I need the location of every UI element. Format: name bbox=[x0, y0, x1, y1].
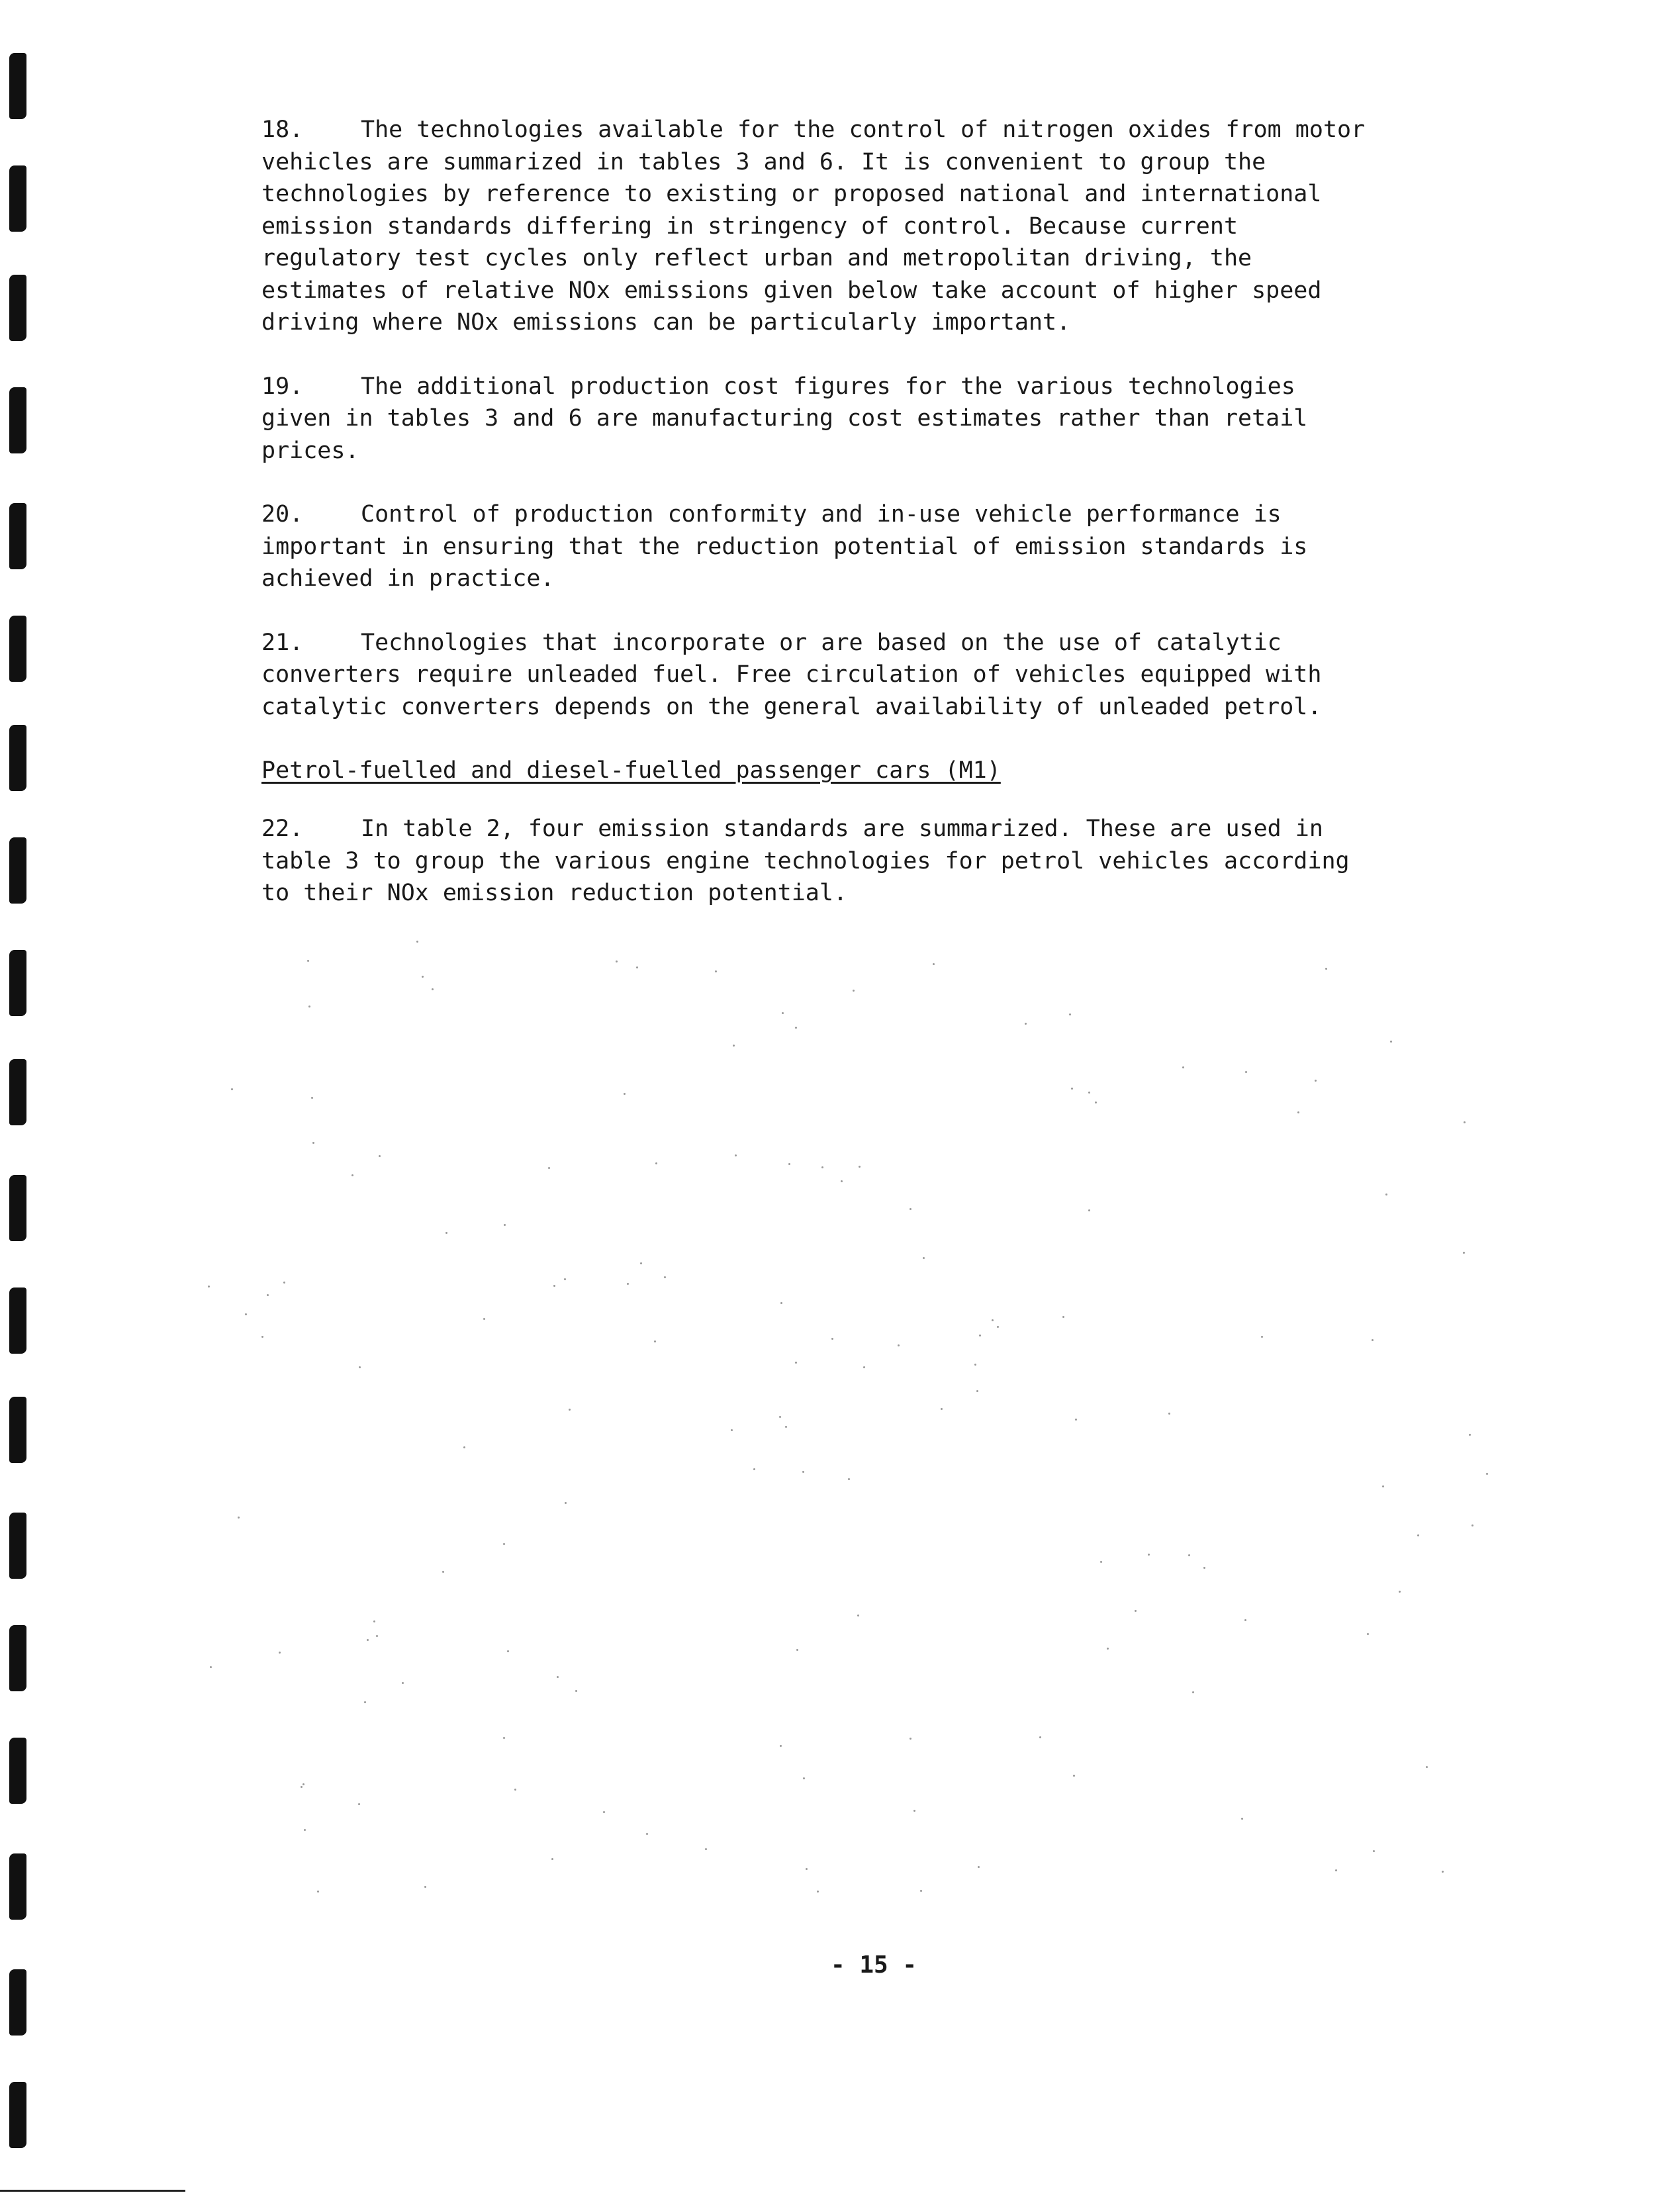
scan-speck bbox=[821, 1166, 823, 1168]
punch-hole-icon bbox=[9, 1288, 26, 1354]
scan-speck bbox=[367, 1639, 369, 1641]
scan-speck bbox=[616, 960, 618, 962]
paragraph-line: prices. bbox=[261, 437, 359, 464]
paragraph-line: emission standards differing in stringency of control. Because current bbox=[261, 212, 1238, 240]
paragraph-line: driving where NOx emissions can be particularly important. bbox=[261, 309, 1071, 336]
paragraph-line: The additional production cost figures for the various technologies bbox=[361, 373, 1295, 400]
scan-speck bbox=[301, 1786, 303, 1788]
scan-speck bbox=[208, 1286, 210, 1288]
paragraph-line: estimates of relative NOx emissions given below take account of higher speed bbox=[261, 277, 1322, 304]
scan-speck bbox=[780, 1302, 782, 1304]
section-heading: Petrol-fuelled and diesel-fuelled passenger cars (M1) bbox=[261, 757, 1001, 784]
punch-hole-icon bbox=[9, 1513, 26, 1579]
paragraph-18 bbox=[261, 114, 1552, 339]
scan-speck bbox=[267, 1294, 269, 1296]
scan-speck bbox=[753, 1468, 755, 1470]
scan-speck bbox=[715, 970, 717, 972]
scan-speck bbox=[796, 1649, 798, 1651]
paragraph-20 bbox=[261, 498, 1552, 595]
punch-hole-icon bbox=[9, 616, 26, 682]
scan-speck bbox=[817, 1891, 819, 1893]
scan-speck bbox=[307, 960, 309, 962]
scan-speck bbox=[841, 1180, 843, 1182]
scan-speck bbox=[1062, 1316, 1064, 1318]
scan-speck bbox=[311, 1097, 313, 1099]
scan-speck bbox=[231, 1088, 233, 1090]
scan-speck bbox=[859, 1166, 861, 1168]
scan-speck bbox=[503, 1737, 505, 1739]
punch-hole-icon bbox=[9, 1853, 26, 1920]
scan-speck bbox=[238, 1517, 240, 1519]
scan-speck bbox=[1399, 1591, 1401, 1593]
scan-speck bbox=[1148, 1554, 1150, 1556]
scan-speck bbox=[422, 976, 424, 978]
scan-speck bbox=[312, 1142, 314, 1144]
scan-speck bbox=[575, 1690, 577, 1692]
scan-speck bbox=[245, 1313, 247, 1315]
punch-hole-icon bbox=[9, 1738, 26, 1804]
punch-hole-icon bbox=[9, 503, 26, 569]
paragraph-line: catalytic converters depends on the general availability of unleaded petrol. bbox=[261, 693, 1322, 720]
scan-speck bbox=[379, 1155, 381, 1157]
punch-hole-icon bbox=[9, 950, 26, 1016]
scan-speck bbox=[445, 1232, 447, 1234]
scan-speck bbox=[976, 1390, 978, 1392]
paragraph-line: achieved in practice. bbox=[261, 565, 555, 592]
scan-speck bbox=[913, 1810, 915, 1812]
scan-speck bbox=[416, 941, 418, 943]
punch-hole-icon bbox=[9, 725, 26, 791]
scan-speck bbox=[1297, 1111, 1299, 1113]
scan-speck bbox=[941, 1408, 943, 1410]
scan-speck bbox=[1464, 1121, 1466, 1123]
scan-speck bbox=[565, 1502, 567, 1504]
scan-speck bbox=[1100, 1561, 1102, 1563]
punch-hole-icon bbox=[9, 165, 26, 232]
bottom-edge-rule bbox=[0, 2190, 185, 2192]
scan-speck bbox=[514, 1789, 516, 1791]
paragraph-number: 18. bbox=[261, 117, 304, 143]
scan-speck bbox=[1107, 1648, 1109, 1650]
scan-speck bbox=[442, 1571, 444, 1573]
scan-speck bbox=[1244, 1619, 1246, 1621]
paragraph-line: technologies by reference to existing or proposed national and international bbox=[261, 181, 1322, 207]
scan-speck bbox=[504, 1224, 506, 1226]
scan-speck bbox=[1073, 1775, 1075, 1777]
scan-speck bbox=[831, 1338, 833, 1340]
scan-speck bbox=[780, 1745, 782, 1747]
punch-hole-icon bbox=[9, 2082, 26, 2148]
paragraph-number: 19. bbox=[261, 373, 304, 400]
scan-speck bbox=[603, 1811, 605, 1813]
punch-hole-icon bbox=[9, 1059, 26, 1125]
scan-speck bbox=[1069, 1013, 1071, 1015]
scan-speck bbox=[1261, 1336, 1263, 1338]
scan-speck bbox=[910, 1738, 911, 1740]
scan-speck bbox=[551, 1858, 553, 1860]
scan-speck bbox=[624, 1093, 626, 1095]
scan-speck bbox=[655, 1162, 657, 1164]
scan-speck bbox=[853, 990, 855, 992]
scan-speck bbox=[283, 1282, 285, 1284]
paragraph-line: regulatory test cycles only reflect urban and metropolitan driving, the bbox=[261, 245, 1252, 271]
punch-hole-icon bbox=[9, 837, 26, 904]
paragraph-number: 21. bbox=[261, 629, 304, 656]
scan-speck bbox=[1373, 1850, 1375, 1852]
paragraph-line: Control of production conformity and in-use vehicle performance is bbox=[361, 501, 1282, 528]
scan-speck bbox=[733, 1045, 735, 1047]
scan-speck bbox=[735, 1154, 737, 1156]
scan-speck bbox=[1088, 1209, 1090, 1211]
punch-hole-icon bbox=[9, 1175, 26, 1241]
scan-speck bbox=[1039, 1736, 1041, 1738]
scan-speck bbox=[974, 1364, 976, 1366]
scan-speck bbox=[806, 1868, 808, 1870]
paragraph-22 bbox=[261, 813, 1552, 910]
scan-speck bbox=[795, 1362, 797, 1364]
scan-speck bbox=[795, 1027, 797, 1029]
paragraph-line: given in tables 3 and 6 are manufacturing cost estimates rather than retail bbox=[261, 405, 1308, 432]
scan-speck bbox=[1325, 968, 1327, 970]
scan-speck bbox=[317, 1891, 319, 1893]
scan-speck bbox=[992, 1319, 994, 1321]
scan-speck bbox=[1241, 1818, 1243, 1820]
scan-speck bbox=[802, 1471, 804, 1473]
scan-speck bbox=[548, 1167, 550, 1169]
punch-hole-icon bbox=[9, 1969, 26, 2036]
paragraph-number: 22. bbox=[261, 816, 304, 842]
scan-speck bbox=[210, 1666, 212, 1668]
scan-speck bbox=[1315, 1080, 1317, 1082]
scan-speck bbox=[564, 1278, 566, 1280]
scan-speck bbox=[1245, 1071, 1247, 1073]
scan-speck bbox=[978, 1866, 980, 1868]
scan-speck bbox=[654, 1340, 656, 1342]
scan-speck bbox=[507, 1650, 509, 1652]
paragraph-number: 20. bbox=[261, 501, 304, 528]
scan-speck bbox=[1486, 1473, 1488, 1475]
scan-speck bbox=[979, 1335, 981, 1336]
scan-speck bbox=[788, 1163, 790, 1165]
scan-speck bbox=[1382, 1485, 1384, 1487]
scan-speck bbox=[432, 988, 434, 990]
scan-speck bbox=[483, 1318, 485, 1320]
scan-speck bbox=[910, 1208, 911, 1210]
paragraph-line: The technologies available for the control of nitrogen oxides from motor bbox=[361, 117, 1366, 143]
scan-speck bbox=[304, 1829, 306, 1831]
scan-speck bbox=[627, 1283, 629, 1285]
punch-hole-icon bbox=[9, 275, 26, 341]
scan-speck bbox=[997, 1326, 999, 1328]
scan-speck bbox=[261, 1336, 263, 1338]
scan-speck bbox=[923, 1257, 925, 1259]
scan-speck bbox=[279, 1652, 281, 1654]
scan-speck bbox=[863, 1366, 865, 1368]
page-number: - 15 - bbox=[831, 1951, 917, 1979]
scan-speck bbox=[646, 1833, 648, 1835]
paragraph-21 bbox=[261, 627, 1552, 724]
scan-speck bbox=[1442, 1871, 1444, 1873]
paragraph-19 bbox=[261, 371, 1552, 467]
paragraph-line: to their NOx emission reduction potential. bbox=[261, 880, 848, 906]
scan-speck bbox=[1367, 1633, 1369, 1635]
scan-speck bbox=[1335, 1869, 1337, 1871]
scan-speck bbox=[364, 1701, 366, 1703]
scan-speck bbox=[664, 1276, 666, 1278]
scan-speck bbox=[1192, 1691, 1194, 1693]
paragraph-line: In table 2, four emission standards are summarized. These are used in bbox=[361, 816, 1323, 842]
scan-speck bbox=[705, 1848, 707, 1850]
scan-speck bbox=[503, 1543, 505, 1545]
scan-speck bbox=[1135, 1610, 1137, 1612]
scan-speck bbox=[782, 1012, 784, 1014]
scan-speck bbox=[1469, 1434, 1471, 1436]
scan-speck bbox=[1071, 1088, 1073, 1090]
scan-speck bbox=[1417, 1534, 1419, 1536]
scan-speck bbox=[779, 1416, 781, 1418]
scan-speck bbox=[1203, 1567, 1205, 1569]
scan-speck bbox=[351, 1174, 353, 1176]
scan-speck bbox=[308, 1006, 310, 1007]
scan-speck bbox=[1168, 1413, 1170, 1415]
scan-speck bbox=[359, 1366, 361, 1368]
paragraph-line: vehicles are summarized in tables 3 and 6. It is convenient to group the bbox=[261, 148, 1266, 175]
scan-speck bbox=[898, 1344, 900, 1346]
paragraph-line: converters require unleaded fuel. Free circulation of vehicles equipped with bbox=[261, 661, 1322, 688]
scan-speck bbox=[803, 1777, 805, 1779]
scan-speck bbox=[569, 1409, 571, 1411]
scan-speck bbox=[1088, 1092, 1090, 1094]
scan-speck bbox=[1426, 1766, 1428, 1768]
scan-speck bbox=[553, 1285, 555, 1287]
scan-speck bbox=[303, 1783, 304, 1785]
paragraph-line: important in ensuring that the reduction potential of emission standards is bbox=[261, 533, 1308, 560]
paragraph-line: Technologies that incorporate or are based on the use of catalytic bbox=[361, 629, 1282, 656]
binder-punch-holes bbox=[5, 0, 32, 2201]
scan-speck bbox=[376, 1635, 378, 1637]
punch-hole-icon bbox=[9, 387, 26, 453]
scan-speck bbox=[1385, 1194, 1387, 1195]
scan-speck bbox=[1188, 1554, 1190, 1556]
scan-speck bbox=[463, 1446, 465, 1448]
punch-hole-icon bbox=[9, 1625, 26, 1691]
scan-speck bbox=[636, 966, 638, 968]
scan-speck bbox=[1075, 1419, 1077, 1421]
scan-speck bbox=[785, 1426, 787, 1428]
scan-speck bbox=[557, 1676, 559, 1678]
scan-speck bbox=[1372, 1339, 1374, 1341]
scan-speck bbox=[1390, 1041, 1392, 1043]
scan-speck bbox=[857, 1615, 859, 1616]
scan-speck bbox=[1025, 1023, 1027, 1025]
scan-speck bbox=[402, 1682, 404, 1684]
scan-speck bbox=[358, 1803, 360, 1805]
scan-speck bbox=[373, 1620, 375, 1622]
punch-hole-icon bbox=[9, 53, 26, 119]
scan-speck bbox=[1463, 1252, 1465, 1254]
paragraph-line: table 3 to group the various engine technologies for petrol vehicles according bbox=[261, 847, 1350, 874]
scan-speck bbox=[1182, 1066, 1184, 1068]
scan-speck bbox=[731, 1429, 733, 1431]
body-text bbox=[261, 114, 1552, 941]
scan-speck bbox=[1095, 1101, 1097, 1103]
scan-speck bbox=[920, 1890, 922, 1892]
scan-speck bbox=[848, 1478, 850, 1480]
scan-speck bbox=[933, 963, 935, 965]
scan-speck bbox=[640, 1262, 642, 1264]
punch-hole-icon bbox=[9, 1397, 26, 1463]
scan-speck bbox=[1471, 1524, 1473, 1526]
scan-speck bbox=[424, 1886, 426, 1888]
